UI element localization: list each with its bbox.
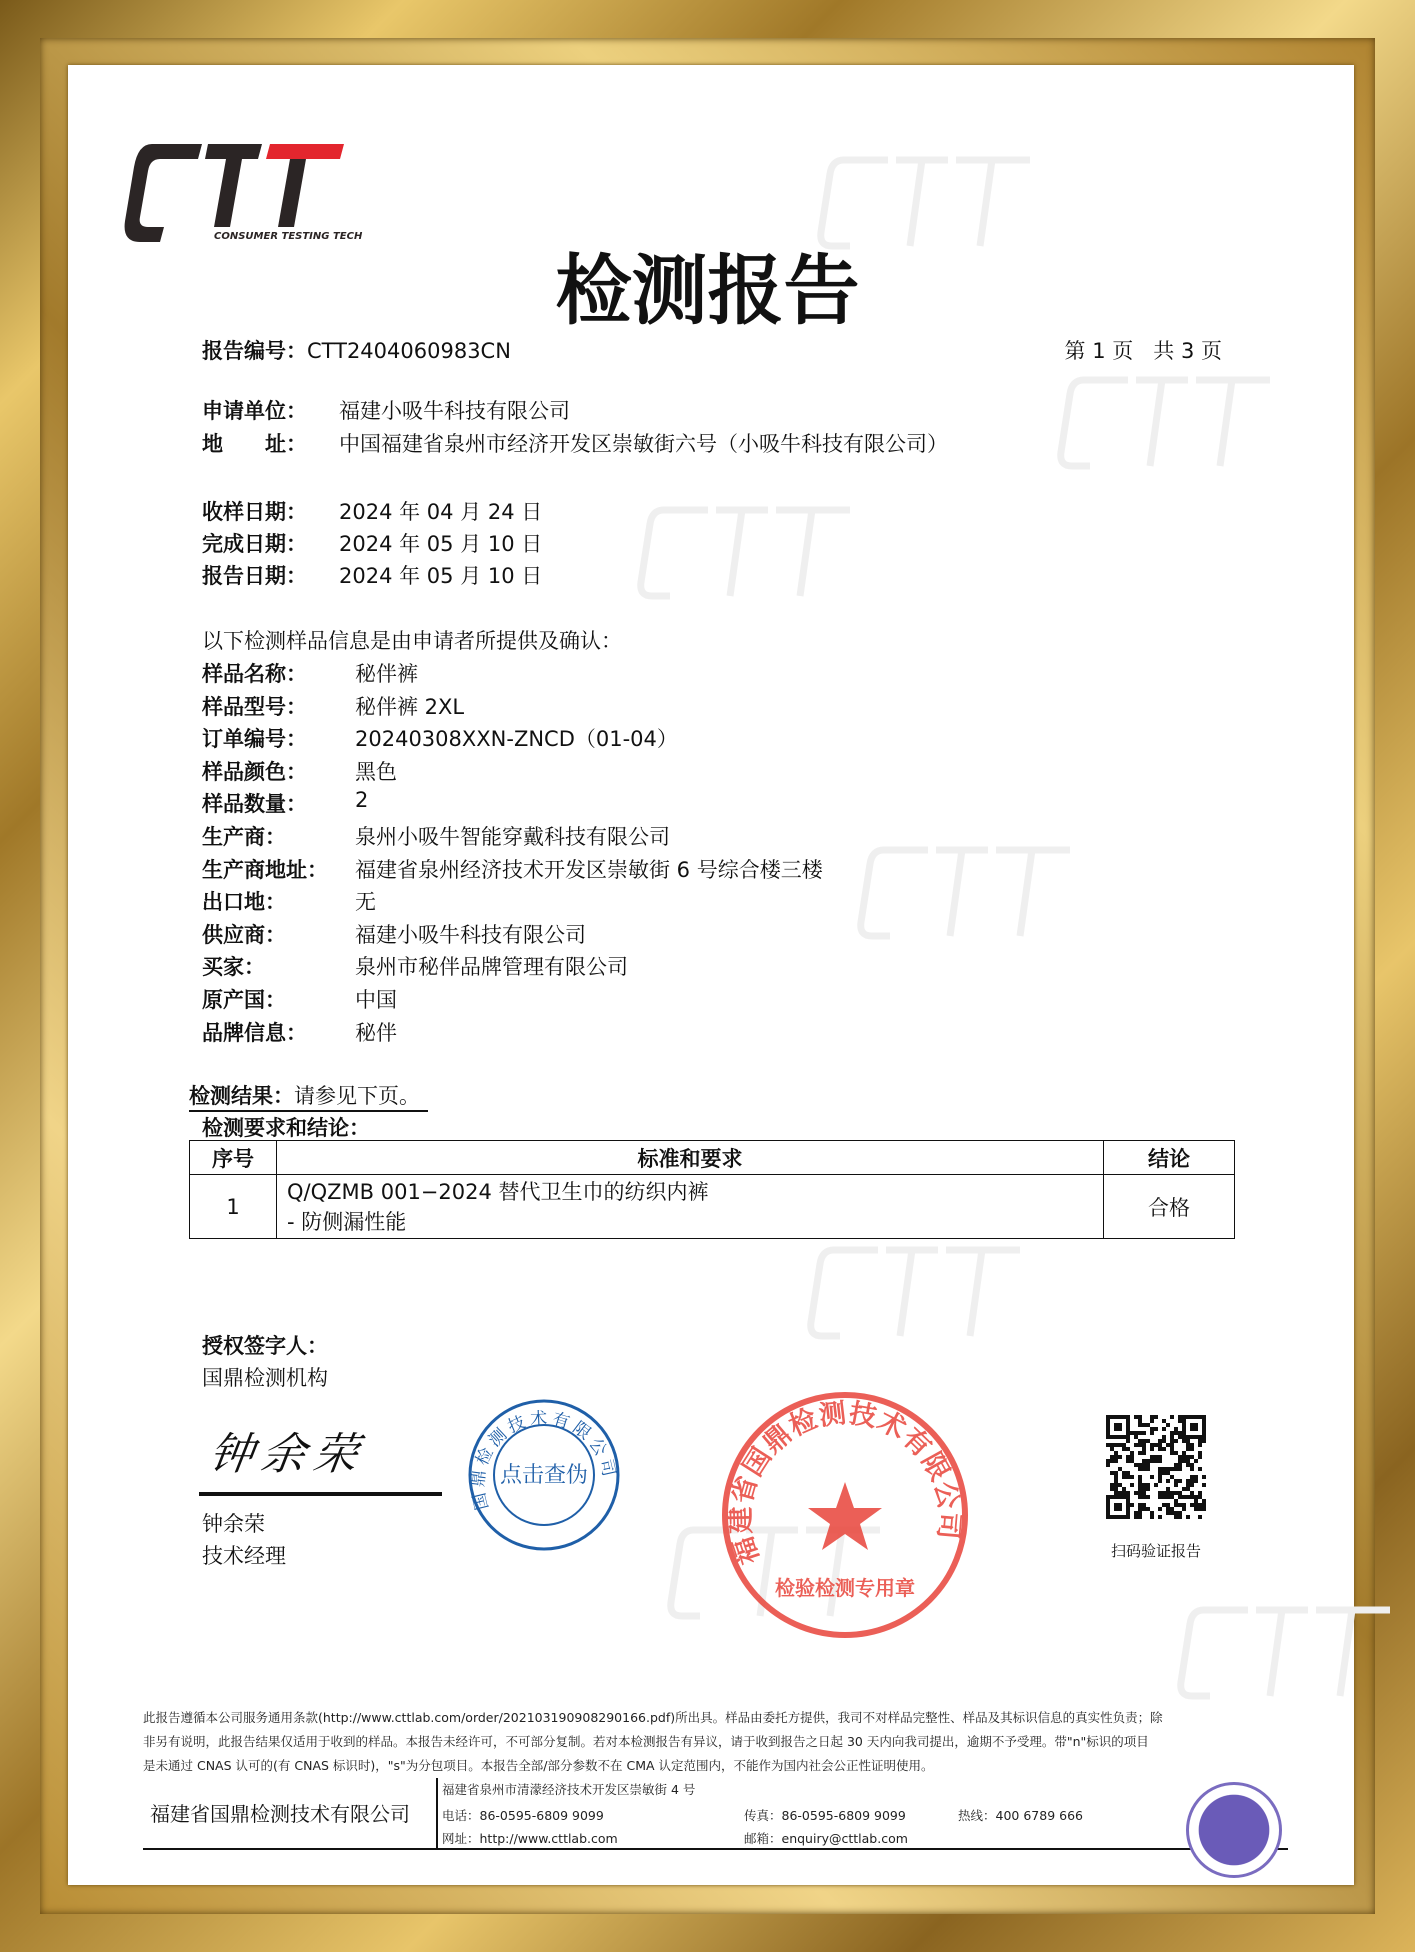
sample-label: 生产商地址： <box>202 857 328 882</box>
sample-value: 秘伴 <box>355 1020 397 1045</box>
date-label: 完成日期： <box>202 532 307 556</box>
sample-label: 原产国： <box>202 988 286 1012</box>
blue-stamp-ring-text: 国鼎检测技术有限公司 <box>468 1408 620 1512</box>
disclaimer <box>143 1706 1163 1778</box>
footer-email-link[interactable]: 邮箱：enquiry@cttlab.com <box>744 1831 908 1846</box>
blue-stamp-center-text: 点击查伪 <box>499 1463 589 1488</box>
sample-label: 供应商： <box>202 922 286 947</box>
disclaimer-line: 非另有说明，此报告结果仅适用于收到的样品。本报告未经许可，不可部分复制。若对本检测报告有异议，请于收到报告之日起 30 天内向我司提出，逾期不予受理。带"n"标识的项目 <box>143 1734 1149 1749</box>
footer-divider <box>436 1778 438 1850</box>
sample-label: 样品型号： <box>202 694 307 719</box>
date-value: 2024 年 05 月 10 日 <box>339 532 543 556</box>
sample-intro: 以下检测样品信息是由申请者所提供及确认： <box>202 629 622 653</box>
row-conclusion: 合格 <box>1104 1175 1235 1239</box>
row-item: - 防侧漏性能 <box>287 1209 407 1234</box>
page-indicator: 第 1 页 共 3 页 <box>1064 339 1222 363</box>
table-row <box>190 1175 1235 1239</box>
sample-label: 出口地： <box>202 890 286 915</box>
sample-label: 买家： <box>202 955 265 980</box>
sample-value: 20240308XXN-ZNCD（01-04） <box>355 727 678 752</box>
signatory-org: 国鼎检测机构 <box>202 1366 328 1390</box>
requirements-title: 检测要求和结论： <box>202 1116 370 1140</box>
sample-label: 生产商： <box>202 825 286 849</box>
disclaimer-line: 此报告遵循本公司服务通用条款(http://www.cttlab.com/order/20210319090829016​6.pdf)所出具。样品由委托方提供，我司不对样品完整性、样品及其标识信息的真实性负责；除 <box>143 1710 1163 1725</box>
header-no: 序号 <box>190 1141 277 1175</box>
sample-label: 样品颜色： <box>202 759 307 784</box>
row-standard: Q/QZMB 001−2024 替代卫生巾的纺织内裤 <box>287 1179 709 1204</box>
requirements-table <box>189 1140 1235 1239</box>
sample-value: 无 <box>355 890 376 915</box>
footer-phone: 电话：86-0595-6809 9099 <box>442 1808 604 1823</box>
test-result <box>189 1080 428 1112</box>
sample-value: 泉州市秘伴品牌管理有限公司 <box>355 955 628 980</box>
report-number <box>202 335 511 365</box>
report-number-value: CTT2404060983CN <box>307 339 511 363</box>
sample-value: 福建省泉州经济技术开发区崇敏街 6 号综合楼三楼 <box>355 857 823 882</box>
verify-stamp-button[interactable] <box>467 1398 621 1552</box>
address-value: 中国福建省泉州市经济开发区崇敏街六号（小吸牛科技有限公司） <box>339 432 948 456</box>
header-conclusion: 结论 <box>1104 1141 1235 1175</box>
logo-tagline: CONSUMER TESTING TECH <box>214 231 363 242</box>
sample-value: 黑色 <box>355 759 397 784</box>
sample-value: 秘伴裤 2XL <box>355 694 465 719</box>
footer-website-link[interactable]: 网址：http://www.cttlab.com <box>442 1831 618 1846</box>
red-seal-ring-text: 福建省国鼎检测技术有限公司 <box>725 1397 965 1569</box>
sample-label: 样品名称： <box>202 662 307 686</box>
qr-code[interactable] <box>1105 1413 1207 1521</box>
red-seal-bottom-text: 检验检测专用章 <box>775 1576 915 1600</box>
date-value: 2024 年 05 月 10 日 <box>339 564 543 588</box>
footer-hotline: 热线：400 6789 666 <box>958 1808 1083 1823</box>
table-header-row <box>190 1141 1235 1175</box>
applicant-value: 福建小吸牛科技有限公司 <box>339 399 570 423</box>
footer-fax: 传真：86-0595-6809 9099 <box>744 1808 906 1823</box>
applicant-label: 申请单位： <box>202 399 307 423</box>
ding-emblem-icon <box>1186 1782 1282 1878</box>
footer-address: 福建省泉州市清濛经济技术开发区崇敏街 4 号 <box>442 1782 696 1797</box>
row-no: 1 <box>190 1175 277 1239</box>
sample-label: 品牌信息： <box>202 1020 307 1045</box>
qr-caption: 扫码验证报告 <box>1110 1542 1201 1560</box>
address-label: 地 址： <box>202 432 307 456</box>
page-title: 检测报告 <box>555 246 860 335</box>
disclaimer-line: 是未通过 CNAS 认可的(有 CNAS 标识时)，"s"为分包项目。本报告全部/部分参数不在 CMA 认定范围内，不能作为国内社会公正性证明使用。 <box>143 1758 934 1773</box>
signatory-name: 钟余荣 <box>202 1512 265 1536</box>
result-value: 请参见下页。 <box>294 1084 420 1108</box>
sample-value: 2 <box>355 788 369 813</box>
sample-label: 订单编号： <box>202 727 307 752</box>
result-label: 检测结果： <box>189 1084 294 1108</box>
date-label: 收样日期： <box>202 500 307 524</box>
signature-line <box>199 1492 442 1496</box>
signatory-position: 技术经理 <box>202 1544 286 1568</box>
report-number-label: 报告编号： <box>202 339 307 363</box>
signatory-label: 授权签字人： <box>202 1334 328 1358</box>
sample-value: 秘伴裤 <box>355 662 418 686</box>
sample-value: 泉州小吸牛智能穿戴科技有限公司 <box>355 825 670 849</box>
footer-company: 福建省国鼎检测技术有限公司 <box>150 1802 410 1826</box>
footer-rule <box>143 1848 1288 1850</box>
handwritten-signature: 钟余荣 <box>205 1429 369 1480</box>
red-official-seal <box>720 1390 970 1640</box>
sample-value: 福建小吸牛科技有限公司 <box>355 922 586 947</box>
date-label: 报告日期： <box>202 564 307 588</box>
header-standard: 标准和要求 <box>277 1141 1104 1175</box>
sample-label: 样品数量： <box>202 792 307 817</box>
date-value: 2024 年 04 月 24 日 <box>339 500 543 524</box>
sample-value: 中国 <box>355 988 397 1012</box>
